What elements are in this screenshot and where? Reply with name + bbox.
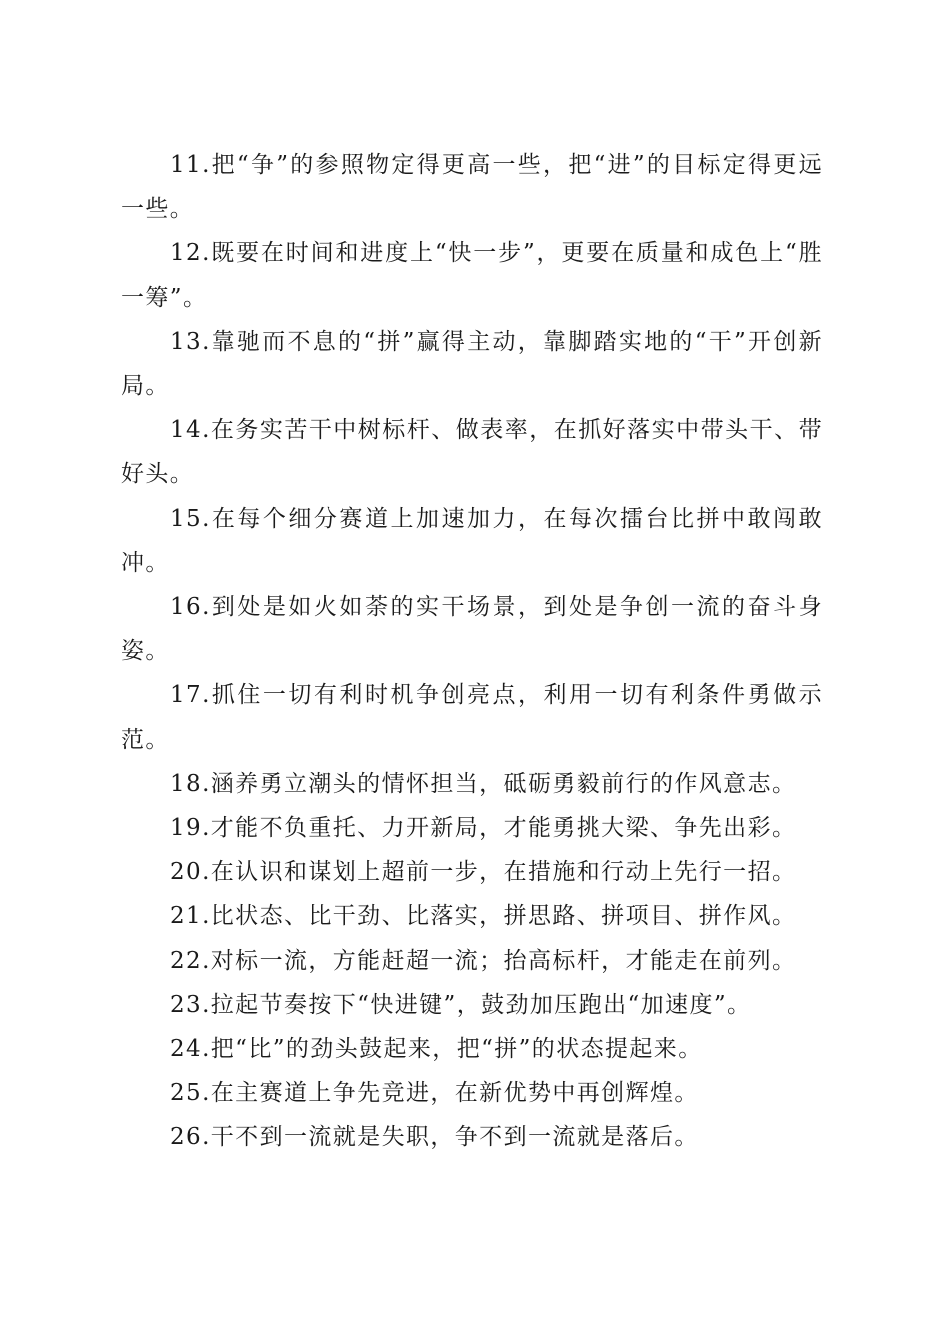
list-item-18: 18.涵养勇立潮头的情怀担当，砥砺勇毅前行的作风意志。 <box>170 770 797 797</box>
list-item-11: 11.把“争”的参照物定得更高一些，把“进”的目标定得更远一些。 <box>121 152 823 223</box>
list-item-19: 19.才能不负重托、力开新局，才能勇挑大梁、争先出彩。 <box>170 815 797 842</box>
list-item-13: 13.靠驰而不息的“拼”赢得主动，靠脚踏实地的“干”开创新局。 <box>121 328 823 400</box>
list-item-25: 25.在主赛道上争先竞进，在新优势中再创辉煌。 <box>170 1080 699 1107</box>
list-item-20: 20.在认识和谋划上超前一步，在措施和行动上先行一招。 <box>170 859 797 886</box>
list-item-24: 24.把“比”的劲头鼓起来，把“拼”的状态提起来。 <box>170 1036 703 1063</box>
list-item-15: 15.在每个细分赛道上加速加力，在每次擂台比拼中敢闯敢冲。 <box>121 505 823 576</box>
list-item-21: 21.比状态、比干劲、比落实，拼思路、拼项目、拼作风。 <box>170 903 797 930</box>
slogan-list <box>121 143 823 1160</box>
list-item-17: 17.抓住一切有利时机争创亮点，利用一切有利条件勇做示范。 <box>121 682 823 753</box>
list-item-16: 16.到处是如火如荼的实干场景，到处是争创一流的奋斗身姿。 <box>121 594 823 665</box>
list-item-12: 12.既要在时间和进度上“快一步”，更要在质量和成色上“胜一筹”。 <box>121 240 823 311</box>
list-item-26: 26.干不到一流就是失职，争不到一流就是落后。 <box>170 1124 699 1151</box>
list-item-23: 23.拉起节奏按下“快进键”，鼓劲加压跑出“加速度”。 <box>170 991 752 1018</box>
list-item-14: 14.在务实苦干中树标杆、做表率，在抓好落实中带头干、带好头。 <box>121 417 823 488</box>
list-item-22: 22.对标一流，方能赶超一流；抬高标杆，才能走在前列。 <box>170 947 797 974</box>
